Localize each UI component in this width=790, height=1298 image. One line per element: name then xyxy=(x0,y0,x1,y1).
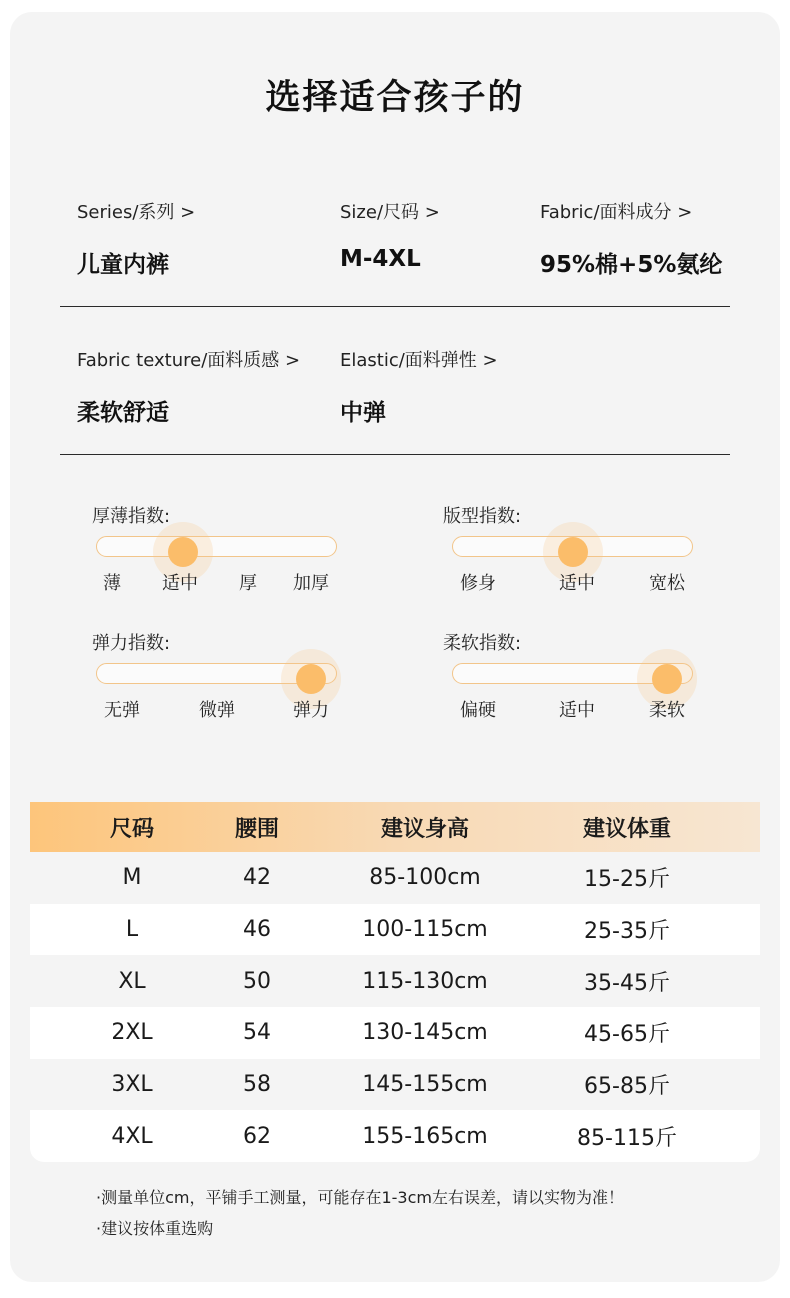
spec-elastic xyxy=(340,346,498,427)
spec-label: Size/尺码 > xyxy=(340,202,440,223)
cell-waist: 46 xyxy=(243,917,271,943)
index-tick: 适中 xyxy=(559,700,595,721)
header-height: 建议身高 xyxy=(380,816,470,842)
spec-value: M-4XL xyxy=(340,246,421,272)
header-weight: 建议体重 xyxy=(582,816,672,842)
index-tick: 修身 xyxy=(460,573,496,594)
index-tick: 宽松 xyxy=(649,573,685,594)
index-label: 厚薄指数: xyxy=(92,506,171,527)
note-line: ·测量单位cm，平铺手工测量，可能存在1-3cm左右误差，请以实物为准！ xyxy=(96,1188,624,1207)
index-tick: 加厚 xyxy=(293,573,329,594)
index-knob xyxy=(652,664,682,694)
cell-waist: 58 xyxy=(243,1072,271,1098)
table-header xyxy=(30,802,760,852)
cell-height: 115-130cm xyxy=(362,968,488,994)
index-tick: 柔软 xyxy=(649,700,685,721)
index-tick: 厚 xyxy=(239,573,257,594)
index-thickness xyxy=(92,502,342,594)
spec-series xyxy=(77,198,195,279)
table-row xyxy=(30,1110,760,1162)
divider xyxy=(60,454,730,455)
index-elasticity xyxy=(92,629,342,721)
table-row xyxy=(30,1007,760,1059)
cell-weight: 85-115斤 xyxy=(577,1125,677,1151)
divider xyxy=(60,306,730,307)
cell-size: M xyxy=(122,865,142,891)
spec-value: 95%棉+5%氨纶 xyxy=(540,252,723,278)
table-row xyxy=(30,955,760,1007)
spec-value: 儿童内裤 xyxy=(77,252,169,278)
index-knob xyxy=(296,664,326,694)
index-tick: 微弹 xyxy=(199,700,235,721)
cell-weight: 25-35斤 xyxy=(584,919,670,945)
index-tick: 弹力 xyxy=(293,700,329,721)
cell-height: 145-155cm xyxy=(362,1072,488,1098)
cell-waist: 42 xyxy=(243,865,271,891)
spec-label: Elastic/面料弹性 > xyxy=(340,350,498,371)
cell-size: 2XL xyxy=(111,1020,153,1046)
cell-size: L xyxy=(125,917,139,943)
cell-waist: 50 xyxy=(243,968,271,994)
table-row xyxy=(30,1059,760,1111)
note-line: ·建议按体重选购 xyxy=(96,1219,214,1238)
index-knob xyxy=(168,537,198,567)
cell-waist: 62 xyxy=(243,1123,271,1149)
header-size: 尺码 xyxy=(109,816,155,842)
index-fit xyxy=(443,502,693,594)
cell-height: 130-145cm xyxy=(362,1020,488,1046)
size-table xyxy=(30,802,760,1162)
cell-weight: 35-45斤 xyxy=(584,970,670,996)
index-tick: 适中 xyxy=(559,573,595,594)
spec-label: Fabric/面料成分 > xyxy=(540,202,693,223)
cell-size: 4XL xyxy=(111,1123,153,1149)
spec-label: Series/系列 > xyxy=(77,202,196,223)
cell-size: 3XL xyxy=(111,1072,153,1098)
index-softness xyxy=(443,629,693,721)
cell-height: 155-165cm xyxy=(362,1123,488,1149)
page-title: 选择适合孩子的 xyxy=(265,78,525,118)
table-row xyxy=(30,852,760,904)
cell-height: 100-115cm xyxy=(362,917,488,943)
table-row xyxy=(30,904,760,956)
spec-value: 中弹 xyxy=(340,400,386,426)
table-body xyxy=(30,852,760,1162)
index-track xyxy=(96,536,337,557)
spec-size xyxy=(340,198,440,272)
index-tick: 薄 xyxy=(103,573,121,594)
cell-height: 85-100cm xyxy=(369,865,481,891)
index-label: 版型指数: xyxy=(443,506,522,527)
cell-weight: 45-65斤 xyxy=(584,1022,670,1048)
index-tick: 适中 xyxy=(162,573,198,594)
header-waist: 腰围 xyxy=(234,816,280,842)
index-knob xyxy=(558,537,588,567)
index-tick: 无弹 xyxy=(104,700,140,721)
index-label: 柔软指数: xyxy=(443,633,522,654)
notes xyxy=(96,1182,624,1244)
index-tick: 偏硬 xyxy=(460,700,496,721)
cell-weight: 65-85斤 xyxy=(584,1074,670,1100)
cell-size: XL xyxy=(118,968,146,994)
spec-value: 柔软舒适 xyxy=(77,400,169,426)
index-label: 弹力指数: xyxy=(92,633,171,654)
spec-label: Fabric texture/面料质感 > xyxy=(77,350,301,371)
spec-fabric xyxy=(540,198,722,279)
cell-waist: 54 xyxy=(243,1020,271,1046)
cell-weight: 15-25斤 xyxy=(584,867,670,893)
spec-fabric-texture xyxy=(77,346,300,427)
